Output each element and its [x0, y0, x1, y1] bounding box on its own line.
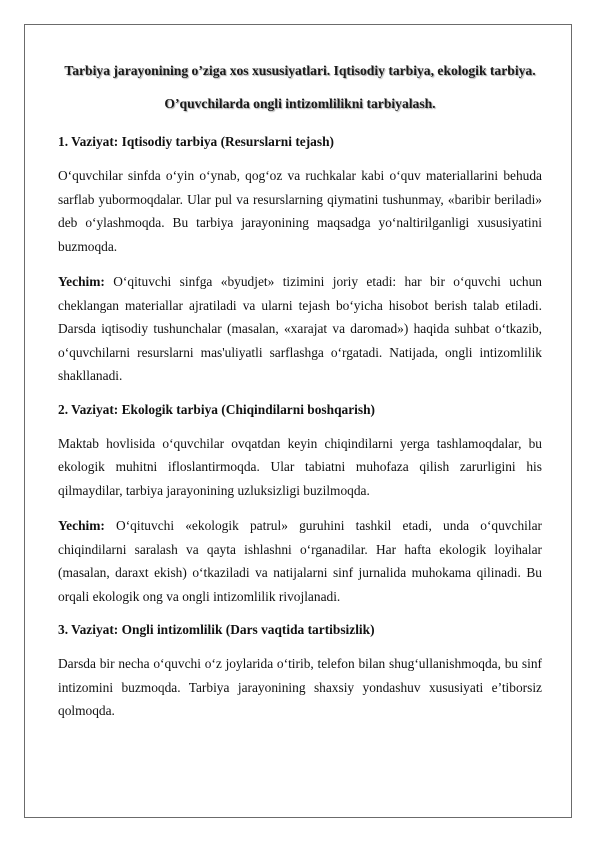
section-2-heading: 2. Vaziyat: Ekologik tarbiya (Chiqindilarni boshqarish)	[58, 401, 375, 417]
solution-text: O‘qituvchi «ekologik patrul» guruhini tashkil etadi, unda o‘quvchilar chiqindilarni saralash va qayta ishlashni o‘rganadilar. Har hafta ekologik loyihalar (masalan, daraxt ekish) o‘tkaziladi va natijalarni sinf jurnalida muhokama qilinadi. Bu orqali ekologik ong va ongli intizomlilik rivojlanadi.	[58, 518, 542, 604]
solution-label: Yechim:	[58, 518, 105, 533]
section-3-heading: 3. Vaziyat: Ongli intizomlilik (Dars vaqtida tartibsizlik)	[58, 622, 375, 637]
document-title	[58, 54, 542, 120]
solution-label: Yechim:	[58, 274, 105, 289]
title-line-2: O’quvchilarda ongli intizomlilikni tarbiyalash.	[164, 96, 436, 111]
section-3-problem: Darsda bir necha o‘quvchi o‘z joylarida o‘tirib, telefon bilan shug‘ullanishmoqda, bu sinf intizomini buzmoqda. Tarbiya jarayonining shaxsiy yondashuv xususiyati e’tiborsiz qolmoqda.	[58, 656, 542, 718]
title-line-1: Tarbiya jarayonining o’ziga xos xususiyatlari. Iqtisodiy tarbiya, ekologik tarbiya.	[64, 63, 536, 78]
solution-text: O‘qituvchi sinfga «byudjet» tizimini joriy etadi: har bir o‘quvchi uchun cheklangan materiallar ajratiladi va ularni tejash bo‘yicha hisobot berish talab etiladi. Darsda iqtisodiy tushunchalar (masalan, «xarajat va daromad») haqida suhbat o‘tkazib, o‘quvchilarni resurslarni mas'uliyatli sarflashga o‘rgatadi. Natijada, ongli intizomlilik shakllanadi.	[58, 274, 542, 383]
document-body	[58, 54, 542, 723]
section-1-heading: 1. Vaziyat: Iqtisodiy tarbiya (Resurslarni tejash)	[58, 134, 334, 149]
section-1-problem: O‘quvchilar sinfda o‘yin o‘ynab, qog‘oz va ruchkalar kabi o‘quv materiallarini behuda sarflab yubormoqdalar. Ular pul va resurslarning qiymatini tushunmay, «baribir beriladi» deb o‘ylashmoqda. Bu tarbiya jarayonining maqsadga yo‘naltirilganligi xususiyatini buzmoqda.	[58, 168, 542, 254]
section-1-solution	[58, 270, 542, 388]
section-2-solution	[58, 514, 542, 608]
section-2-problem: Maktab hovlisida o‘quvchilar ovqatdan keyin chiqindilarni yerga tashlamoqdalar, bu ekologik muhitni ifloslantirmoqda. Ular tabiatni muhofaza qilish zarurligini his qilmaydilar, tarbiya jarayonining uzluksizligi buzilmoqda.	[58, 435, 542, 498]
